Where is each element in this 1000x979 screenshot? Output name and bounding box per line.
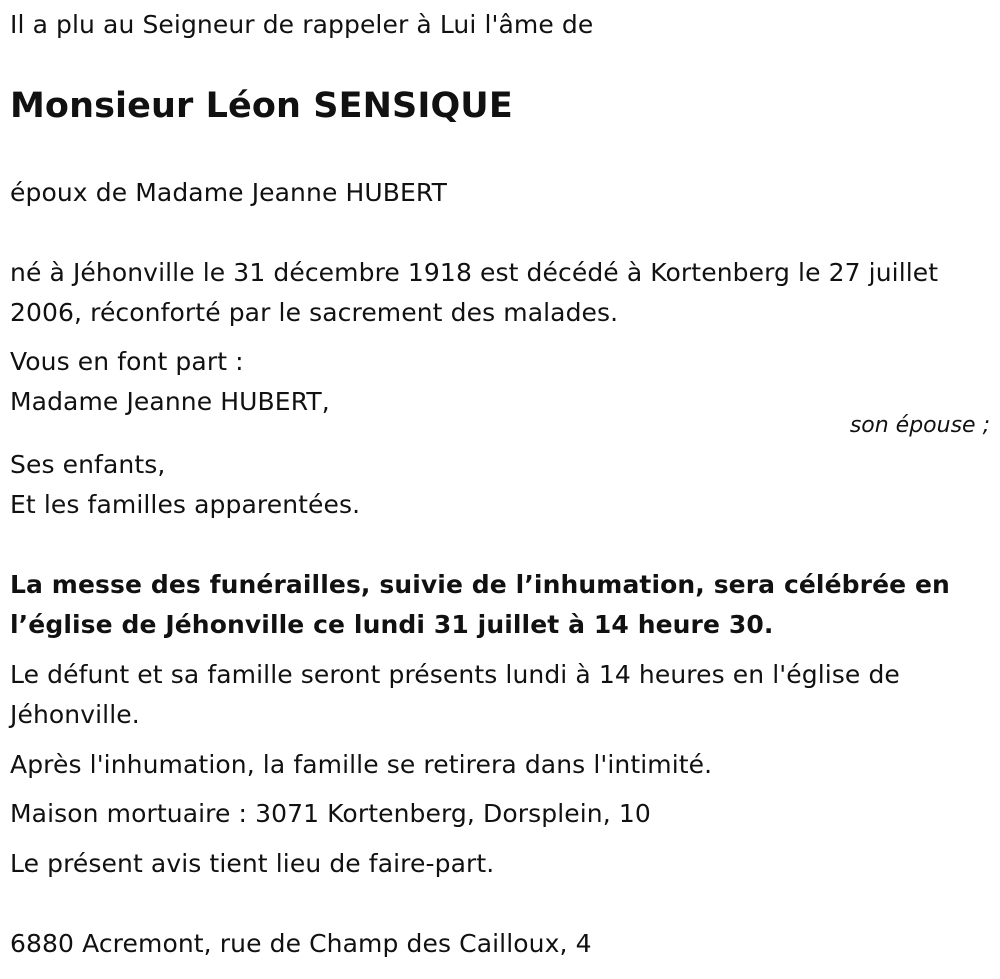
funeral-line-1: La messe des funérailles, suivie de l’inhumation, sera célébrée en (10, 570, 950, 599)
presence-line-1: Le défunt et sa famille seront présents lundi à 14 heures en l'église de (10, 660, 900, 689)
family-address: 6880 Acremont, rue de Champ des Cailloux, 4 (10, 929, 592, 958)
spouse-line: époux de Madame Jeanne HUBERT (10, 178, 447, 207)
announcer-families: Et les familles apparentées. (10, 490, 361, 519)
funeral-line-2: l’église de Jéhonville ce lundi 31 juillet à 14 heure 30. (10, 610, 774, 639)
notice-note: Le présent avis tient lieu de faire-part. (10, 849, 495, 878)
announcer-spouse: Madame Jeanne HUBERT, (10, 387, 330, 416)
after-burial-text: Après l'inhumation, la famille se retirera dans l'intimité. (10, 750, 713, 779)
deceased-name: Monsieur Léon SENSIQUE (10, 86, 513, 126)
birth-death-line-1: né à Jéhonville le 31 décembre 1918 est décédé à Kortenberg le 27 juillet (10, 258, 939, 287)
presence-line-2: Jéhonville. (10, 700, 140, 729)
funeral-home-text: Maison mortuaire : 3071 Kortenberg, Dorsplein, 10 (10, 799, 651, 828)
intro-text: Il a plu au Seigneur de rappeler à Lui l'âme de (10, 10, 594, 39)
announcer-spouse-role: son épouse ; (849, 413, 990, 438)
announcer-children: Ses enfants, (10, 450, 166, 479)
birth-death-line-2: 2006, réconforté par le sacrement des malades. (10, 298, 619, 327)
announcers-intro: Vous en font part : (10, 347, 244, 376)
